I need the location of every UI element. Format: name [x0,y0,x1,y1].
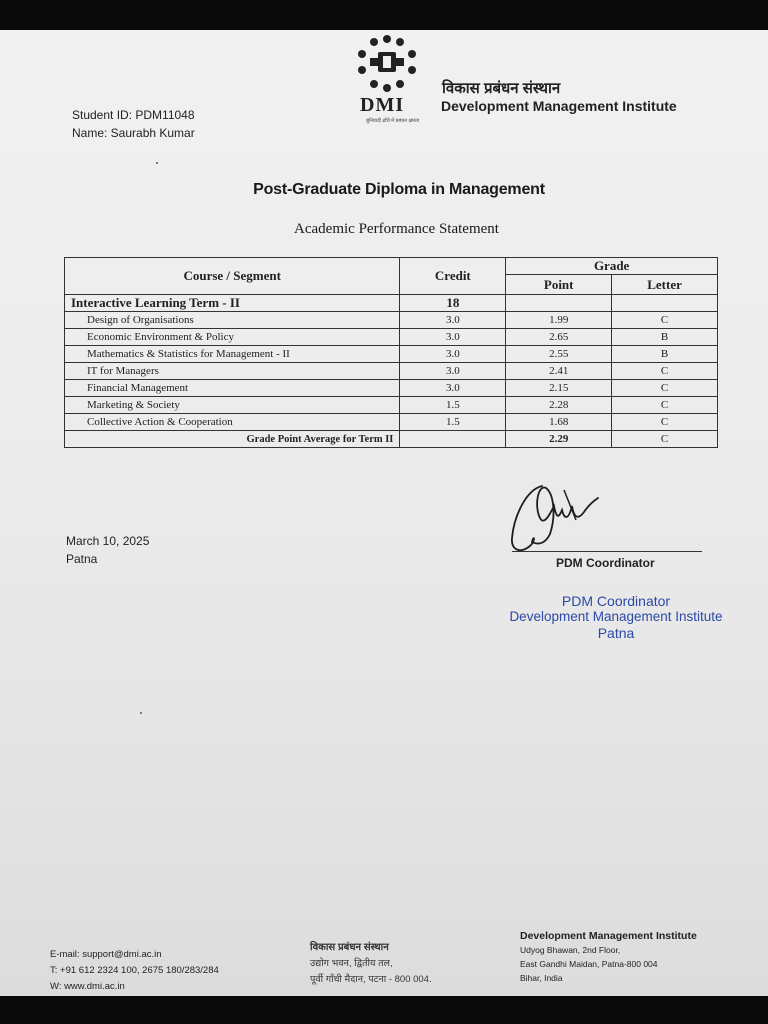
institute-name-hindi: विकास प्रबंधन संस्थान [442,80,561,97]
course-name: Design of Organisations [65,312,400,329]
signature-title: PDM Coordinator [556,556,655,570]
footer-hindi-line-1: उद्योग भवन, द्वितीय तल, [310,958,393,969]
footer-hindi-title: विकास प्रबंधन संस्थान [310,942,389,953]
term-row [65,295,718,312]
gpa-row [65,431,718,448]
table-row [65,346,718,363]
course-point: 1.68 [506,414,612,431]
table-row [65,397,718,414]
course-name: Collective Action & Cooperation [65,414,400,431]
issue-date: March 10, 2025 [66,534,150,548]
footer-phone: T: +91 612 2324 100, 2675 180/283/284 [50,965,219,976]
course-point: 2.55 [506,346,612,363]
course-point: 2.28 [506,397,612,414]
term-credit: 18 [400,295,506,312]
course-letter: C [612,380,718,397]
course-credit: 3.0 [400,312,506,329]
header-grade: Grade [506,258,718,275]
table-header-row [65,258,718,275]
dmi-logo [352,34,422,128]
table-row [65,329,718,346]
coordinator-stamp [500,593,732,641]
course-credit: 3.0 [400,363,506,380]
student-info [72,106,195,142]
header-course: Course / Segment [65,258,400,295]
course-letter: B [612,346,718,363]
footer-web: W: www.dmi.ac.in [50,981,125,992]
course-letter: C [612,312,718,329]
paper-speck [156,162,158,164]
course-credit: 1.5 [400,397,506,414]
course-credit: 3.0 [400,346,506,363]
signature-icon [506,476,706,560]
course-letter: C [612,363,718,380]
course-letter: B [612,329,718,346]
document-title: Post-Graduate Diploma in Management [253,181,545,198]
course-credit: 3.0 [400,329,506,346]
document-subtitle: Academic Performance Statement [294,221,499,237]
course-point: 1.99 [506,312,612,329]
course-name: Financial Management [65,380,400,397]
course-point: 2.15 [506,380,612,397]
gpa-label: Grade Point Average for Term II [65,431,400,448]
footer-address-line-1: Udyog Bhawan, 2nd Floor, [520,945,621,955]
footer-address-title: Development Management Institute [520,930,697,942]
course-name: IT for Managers [65,363,400,380]
stamp-line-1: PDM Coordinator [561,593,671,609]
course-point: 2.65 [506,329,612,346]
footer-english-address [520,929,697,985]
header-credit: Credit [400,258,506,295]
logo-text: DMI [360,94,405,116]
course-name: Marketing & Society [65,397,400,414]
signature-line [512,551,702,552]
table-row [65,312,718,329]
stamp-line-3: Patna [597,625,635,641]
logo-tagline: बुनियादी ढाँचे में प्रबंधन क्षमता [366,118,420,124]
course-credit: 3.0 [400,380,506,397]
course-name: Economic Environment & Policy [65,329,400,346]
institute-name-english: Development Management Institute [441,98,677,114]
dmi-logo-mark-icon [352,34,422,94]
course-point: 2.41 [506,363,612,380]
term-label: Interactive Learning Term - II [65,295,400,312]
gpa-letter: C [612,431,718,448]
header-point: Point [506,275,612,295]
issue-block [66,532,149,568]
table-row [65,380,718,397]
table-row [65,414,718,431]
course-credit: 1.5 [400,414,506,431]
student-name: Name: Saurabh Kumar [72,126,195,140]
issue-place: Patna [66,552,98,566]
footer-contact [50,947,219,995]
stamp-line-2: Development Management Institute [509,609,723,624]
footer-address-line-3: Bihar, India [520,973,563,983]
footer-address-line-2: East Gandhi Maidan, Patna-800 004 [520,959,658,969]
student-id: Student ID: PDM11048 [72,108,195,122]
course-letter: C [612,414,718,431]
footer-email: E-mail: support@dmi.ac.in [50,949,162,960]
footer-hindi-address [310,940,432,988]
header-letter: Letter [612,275,718,295]
footer-hindi-line-2: पूर्वी गाँधी मैदान, पटना - 800 004. [310,974,432,985]
grades-table [64,257,718,448]
document-page [0,30,768,996]
course-name: Mathematics & Statistics for Management - II [65,346,400,363]
paper-speck [140,712,142,714]
course-letter: C [612,397,718,414]
gpa-point: 2.29 [506,431,612,448]
table-row [65,363,718,380]
